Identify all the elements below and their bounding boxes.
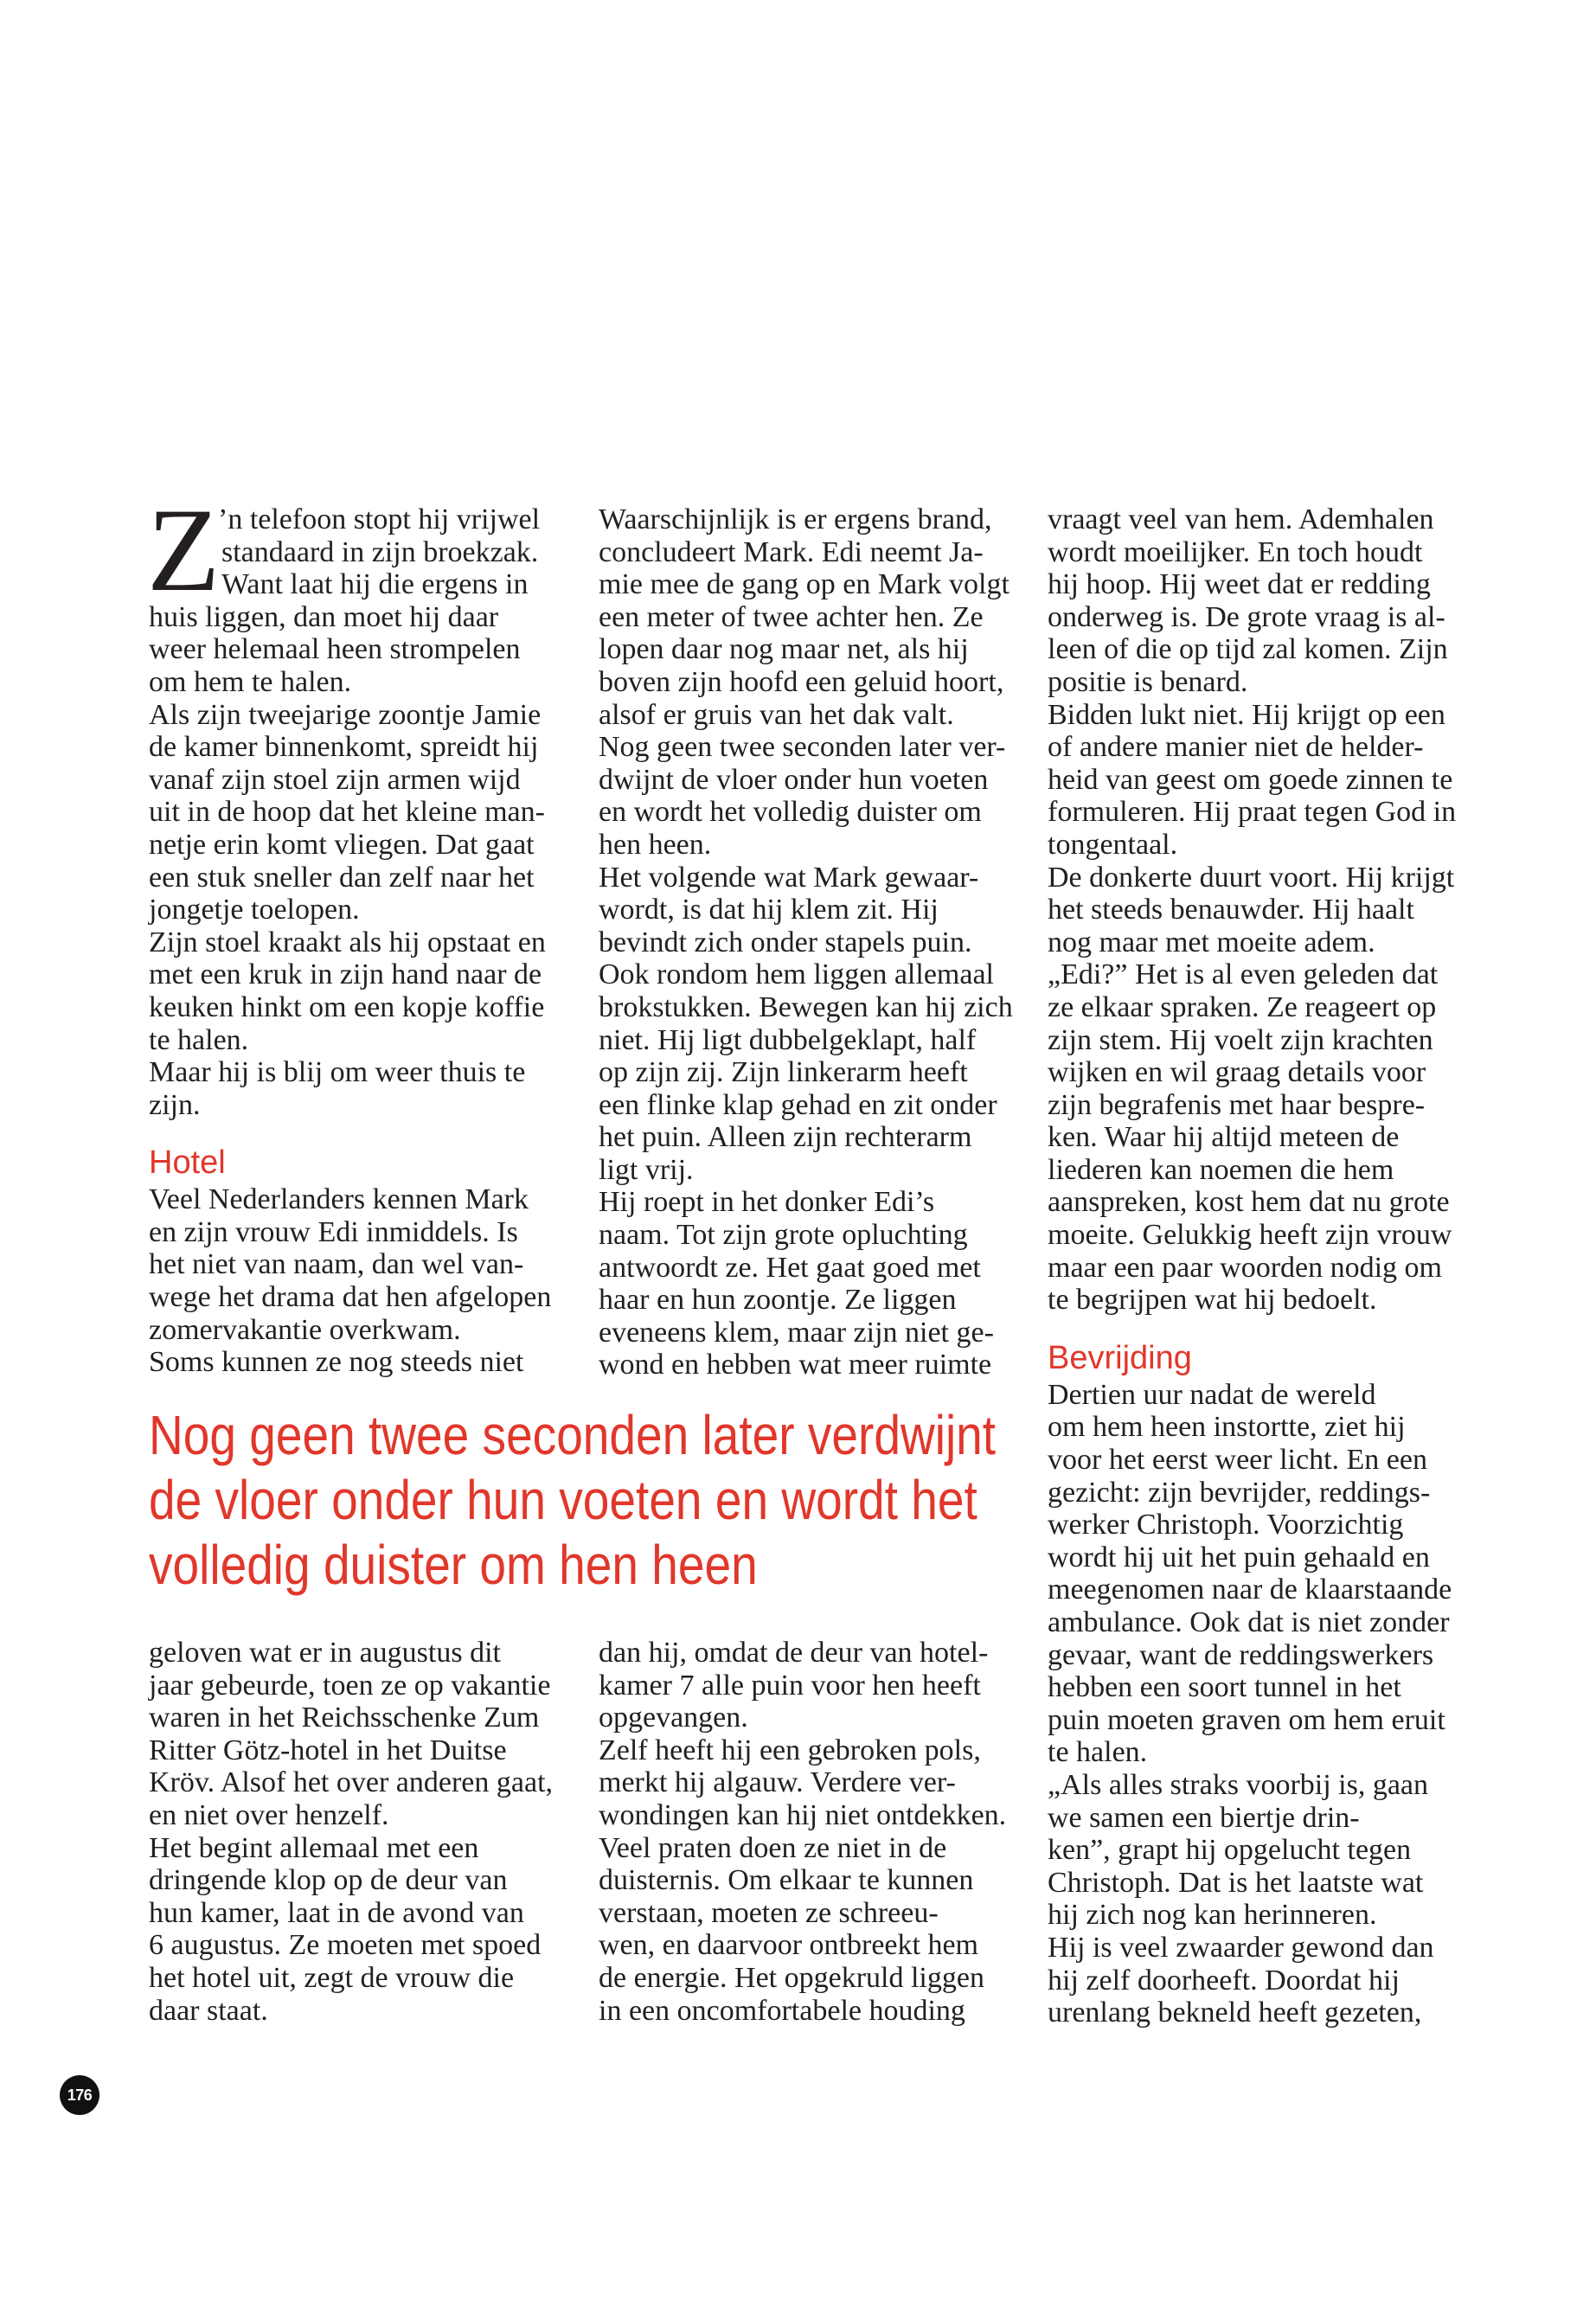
text-line: daar staat. bbox=[149, 1994, 268, 2027]
text-line: ken. Waar hij altijd meteen de bbox=[1048, 1121, 1400, 1154]
text-line: wijken en wil graag details voor bbox=[1048, 1056, 1426, 1089]
text-line: urenlang bekneld heeft gezeten, bbox=[1048, 1997, 1422, 2029]
paragraph bbox=[599, 731, 1022, 861]
text-line: vraagt veel van hem. Ademhalen bbox=[1048, 503, 1434, 535]
text-line: gezicht: zijn bevrijder, reddings- bbox=[1048, 1476, 1431, 1509]
text-line: om hem te halen. bbox=[149, 665, 352, 698]
text-line: het steeds benauwder. Hij haalt bbox=[1048, 894, 1414, 926]
text-line: meegenomen naar de klaarstaande bbox=[1048, 1574, 1452, 1606]
text-line: wond en hebben wat meer ruimte bbox=[599, 1349, 992, 1381]
text-line: jaar gebeurde, toen ze op vakantie bbox=[149, 1669, 551, 1702]
paragraph bbox=[599, 1637, 1022, 1734]
text-line: Ook rondom hem liggen allemaal bbox=[599, 958, 994, 991]
paragraph bbox=[1048, 699, 1471, 862]
text-line: jongetje toelopen. bbox=[149, 894, 360, 926]
text-line: zijn. bbox=[149, 1088, 201, 1121]
text-line: mie mee de gang op en Mark volgt bbox=[599, 568, 1010, 601]
text-line: haar en hun zoontje. Ze liggen bbox=[599, 1284, 957, 1317]
text-line: voor het eerst weer licht. En een bbox=[1048, 1444, 1427, 1477]
text-line: ken”, grapt hij opgelucht tegen bbox=[1048, 1834, 1412, 1867]
text-line: tongentaal. bbox=[1048, 828, 1178, 861]
text-line: leen of die op tijd zal komen. Zijn bbox=[1048, 633, 1448, 666]
text-line: Ritter Götz-hotel in het Duitse bbox=[149, 1734, 507, 1766]
paragraph bbox=[1048, 1379, 1471, 1769]
text-line: Waarschijnlijk is er ergens brand, bbox=[599, 503, 992, 535]
text-line: De donkerte duurt voort. Hij krijgt bbox=[1048, 861, 1455, 894]
text-line: kamer 7 alle puin voor hen heeft bbox=[599, 1669, 981, 1702]
text-line: Als zijn tweejarige zoontje Jamie bbox=[149, 698, 542, 731]
text-line: en zijn vrouw Edi inmiddels. Is bbox=[149, 1215, 518, 1248]
text-line: moeite. Gelukkig heeft zijn vrouw bbox=[1048, 1219, 1452, 1252]
paragraph bbox=[1048, 1932, 1471, 2029]
text-line: geloven wat er in augustus dit bbox=[149, 1637, 501, 1669]
text-line: met een kruk in zijn hand naar de bbox=[149, 958, 542, 991]
text-line: dwijnt de vloer onder hun voeten bbox=[599, 763, 989, 796]
column-1-top bbox=[147, 484, 573, 1379]
pull-quote-line: Nog geen twee seconden later verdwijnt bbox=[149, 1404, 997, 1466]
paragraph bbox=[149, 1637, 573, 1832]
text-line: Maar hij is blij om weer thuis te bbox=[149, 1056, 526, 1089]
text-line: verstaan, moeten ze schreeu- bbox=[599, 1896, 939, 1929]
text-line: concludeert Mark. Edi neemt Ja- bbox=[599, 535, 984, 568]
paragraph bbox=[599, 503, 1022, 731]
text-line: liederen kan noemen die hem bbox=[1048, 1153, 1394, 1186]
text-line: „Edi?” Het is al even geleden dat bbox=[1048, 958, 1439, 991]
text-line: of andere manier niet de helder- bbox=[1048, 731, 1424, 764]
text-line: wen, en daarvoor ontbreekt hem bbox=[599, 1929, 978, 1962]
text-line: netje erin komt vliegen. Dat gaat bbox=[149, 828, 535, 861]
text-line: „Als alles straks voorbij is, gaan bbox=[1048, 1768, 1429, 1801]
text-line: wege het drama dat hen afgelopen bbox=[149, 1281, 552, 1314]
text-line: Hij roept in het donker Edi’s bbox=[599, 1186, 935, 1219]
text-line: standaard in zijn broekzak. bbox=[221, 535, 539, 568]
text-line: waren in het Reichsschenke Zum bbox=[149, 1702, 540, 1734]
text-line: weer helemaal heen strompelen bbox=[149, 633, 521, 666]
text-line: duisternis. Om elkaar te kunnen bbox=[599, 1864, 974, 1897]
text-line: zijn begrafenis met haar bespre- bbox=[1048, 1088, 1426, 1121]
paragraph bbox=[149, 1056, 573, 1121]
text-line: werker Christoph. Voorzichtig bbox=[1048, 1509, 1404, 1541]
text-line: boven zijn hoofd een geluid hoort, bbox=[599, 665, 1004, 698]
text-line: ze elkaar spraken. Ze reageert op bbox=[1048, 990, 1437, 1023]
text-line: Veel Nederlanders kennen Mark bbox=[149, 1183, 529, 1216]
text-line: uit in de hoop dat het kleine man- bbox=[149, 796, 545, 829]
column-2-bottom bbox=[599, 1637, 1022, 2027]
text-line: dan hij, omdat de deur van hotel- bbox=[599, 1637, 989, 1669]
text-line: Veel praten doen ze niet in de bbox=[599, 1831, 947, 1864]
text-line: alsof er gruis van het dak valt. bbox=[599, 698, 954, 731]
text-line: de kamer binnenkomt, spreidt hij bbox=[149, 731, 539, 764]
text-line: Bidden lukt niet. Hij krijgt op een bbox=[1048, 698, 1445, 731]
text-line: hun kamer, laat in de avond van bbox=[149, 1896, 524, 1929]
text-line: in een oncomfortabele houding bbox=[599, 1994, 965, 2027]
text-line: het puin. Alleen zijn rechterarm bbox=[599, 1121, 972, 1154]
text-line: Christoph. Dat is het laatste wat bbox=[1048, 1866, 1424, 1899]
text-line: eveneens klem, maar zijn niet ge- bbox=[599, 1316, 994, 1349]
text-line: Want laat hij die ergens in bbox=[221, 568, 529, 601]
text-line: naam. Tot zijn grote opluchting bbox=[599, 1219, 968, 1252]
text-line: onderweg is. De grote vraag is al- bbox=[1048, 600, 1445, 633]
column-1-bottom bbox=[149, 1637, 573, 2027]
paragraph bbox=[149, 1183, 573, 1346]
text-line: antwoordt ze. Het gaat goed met bbox=[599, 1251, 981, 1284]
paragraph bbox=[149, 1346, 573, 1379]
text-line: hen heen. bbox=[599, 828, 712, 861]
text-line: te halen. bbox=[149, 1023, 249, 1056]
drop-cap: Z bbox=[147, 484, 221, 616]
page-number-badge bbox=[60, 2075, 99, 2115]
text-line: Zijn stoel kraakt als hij opstaat en bbox=[149, 926, 546, 958]
text-line: op zijn zij. Zijn linkerarm heeft bbox=[599, 1056, 968, 1089]
text-line: zijn stem. Hij voelt zijn krachten bbox=[1048, 1023, 1433, 1056]
text-line: Dertien uur nadat de wereld bbox=[1048, 1378, 1376, 1411]
text-line: ligt vrij. bbox=[599, 1153, 694, 1186]
text-line: formuleren. Hij praat tegen God in bbox=[1048, 796, 1457, 829]
column-2-top bbox=[599, 503, 1022, 1381]
text-line: opgevangen. bbox=[599, 1702, 748, 1734]
paragraph bbox=[599, 1186, 1022, 1381]
text-line: Soms kunnen ze nog steeds niet bbox=[149, 1346, 524, 1379]
paragraph bbox=[599, 1832, 1022, 2028]
text-line: ’n telefoon stopt hij vrijwel bbox=[218, 503, 541, 535]
text-line: het hotel uit, zegt de vrouw die bbox=[149, 1961, 515, 1994]
text-line: wordt hij uit het puin gehaald en bbox=[1048, 1541, 1430, 1574]
text-line: keuken hinkt om een kopje koffie bbox=[149, 990, 545, 1023]
text-line: Zelf heeft hij een gebroken pols, bbox=[599, 1734, 981, 1766]
paragraph bbox=[149, 1832, 573, 2028]
text-line: aanspreken, kost hem dat nu grote bbox=[1048, 1186, 1450, 1219]
pull-quote-line: volledig duister om hen heen bbox=[149, 1534, 758, 1596]
page-number: 176 bbox=[67, 2086, 93, 2104]
text-line: en niet over henzelf. bbox=[149, 1798, 389, 1831]
text-line: hij zich nog kan herinneren. bbox=[1048, 1899, 1377, 1932]
column-3 bbox=[1048, 503, 1471, 2029]
text-line: puin moeten graven om hem eruit bbox=[1048, 1703, 1445, 1736]
text-line: Kröv. Alsof het over anderen gaat, bbox=[149, 1766, 554, 1799]
section-heading-hotel: Hotel bbox=[149, 1144, 226, 1182]
text-line: Het volgende wat Mark gewaar- bbox=[599, 861, 979, 894]
text-line: ambulance. Ook dat is niet zonder bbox=[1048, 1606, 1450, 1638]
text-line: te halen. bbox=[1048, 1736, 1148, 1769]
text-line: brokstukken. Bewegen kan hij zich bbox=[599, 990, 1013, 1023]
pull-quote bbox=[149, 1403, 996, 1598]
text-line: Nog geen twee seconden later ver- bbox=[599, 731, 1006, 764]
paragraph bbox=[599, 1734, 1022, 1832]
paragraph bbox=[149, 699, 573, 926]
text-line: niet. Hij ligt dubbelgeklapt, half bbox=[599, 1023, 977, 1056]
text-line: heid van geest om goede zinnen te bbox=[1048, 763, 1453, 796]
text-line: vanaf zijn stoel zijn armen wijd bbox=[149, 763, 521, 796]
text-line: en wordt het volledig duister om bbox=[599, 796, 982, 829]
text-line: maar een paar woorden nodig om bbox=[1048, 1251, 1442, 1284]
section-heading-bevrijding: Bevrijding bbox=[1048, 1339, 1192, 1376]
text-line: huis liggen, dan moet hij daar bbox=[149, 600, 499, 633]
text-line: een meter of twee achter hen. Ze bbox=[599, 600, 984, 633]
paragraph bbox=[1048, 1769, 1471, 1932]
text-line: gevaar, want de reddingswerkers bbox=[1048, 1638, 1434, 1671]
text-line: dringende klop op de deur van bbox=[149, 1864, 508, 1897]
text-line: positie is benard. bbox=[1048, 665, 1248, 698]
text-line: om hem heen instortte, ziet hij bbox=[1048, 1411, 1406, 1444]
text-line: wordt, is dat hij klem zit. Hij bbox=[599, 894, 939, 926]
text-line: wordt moeilijker. En toch houdt bbox=[1048, 535, 1423, 568]
text-line: het niet van naam, dan wel van- bbox=[149, 1248, 524, 1281]
text-line: hij zelf doorheeft. Doordat hij bbox=[1048, 1964, 1400, 1997]
text-line: te begrijpen wat hij bedoelt. bbox=[1048, 1284, 1377, 1317]
text-line: Het begint allemaal met een bbox=[149, 1831, 479, 1864]
text-line: 6 augustus. Ze moeten met spoed bbox=[149, 1929, 542, 1962]
paragraph bbox=[1048, 958, 1471, 1317]
text-line: nog maar met moeite adem. bbox=[1048, 926, 1375, 958]
paragraph bbox=[599, 862, 1022, 1187]
pull-quote-line: de vloer onder hun voeten en wordt het bbox=[149, 1469, 977, 1531]
paragraph bbox=[1048, 503, 1471, 699]
text-line: lopen daar nog maar net, als hij bbox=[599, 633, 969, 666]
paragraph bbox=[1048, 862, 1471, 959]
text-line: bevindt zich onder stapels puin. bbox=[599, 926, 972, 958]
text-line: Hij is veel zwaarder gewond dan bbox=[1048, 1931, 1434, 1964]
text-line: een stuk sneller dan zelf naar het bbox=[149, 861, 535, 894]
text-line: merkt hij algauw. Verdere ver- bbox=[599, 1766, 956, 1799]
text-line: hebben een soort tunnel in het bbox=[1048, 1671, 1401, 1704]
text-line: de energie. Het opgekruld liggen bbox=[599, 1961, 984, 1994]
text-line: een flinke klap gehad en zit onder bbox=[599, 1088, 997, 1121]
paragraph bbox=[149, 926, 573, 1056]
text-line: we samen een biertje drin- bbox=[1048, 1801, 1360, 1834]
text-line: hij hoop. Hij weet dat er redding bbox=[1048, 568, 1431, 601]
text-line: wondingen kan hij niet ontdekken. bbox=[599, 1798, 1007, 1831]
text-line: zomervakantie overkwam. bbox=[149, 1313, 461, 1346]
